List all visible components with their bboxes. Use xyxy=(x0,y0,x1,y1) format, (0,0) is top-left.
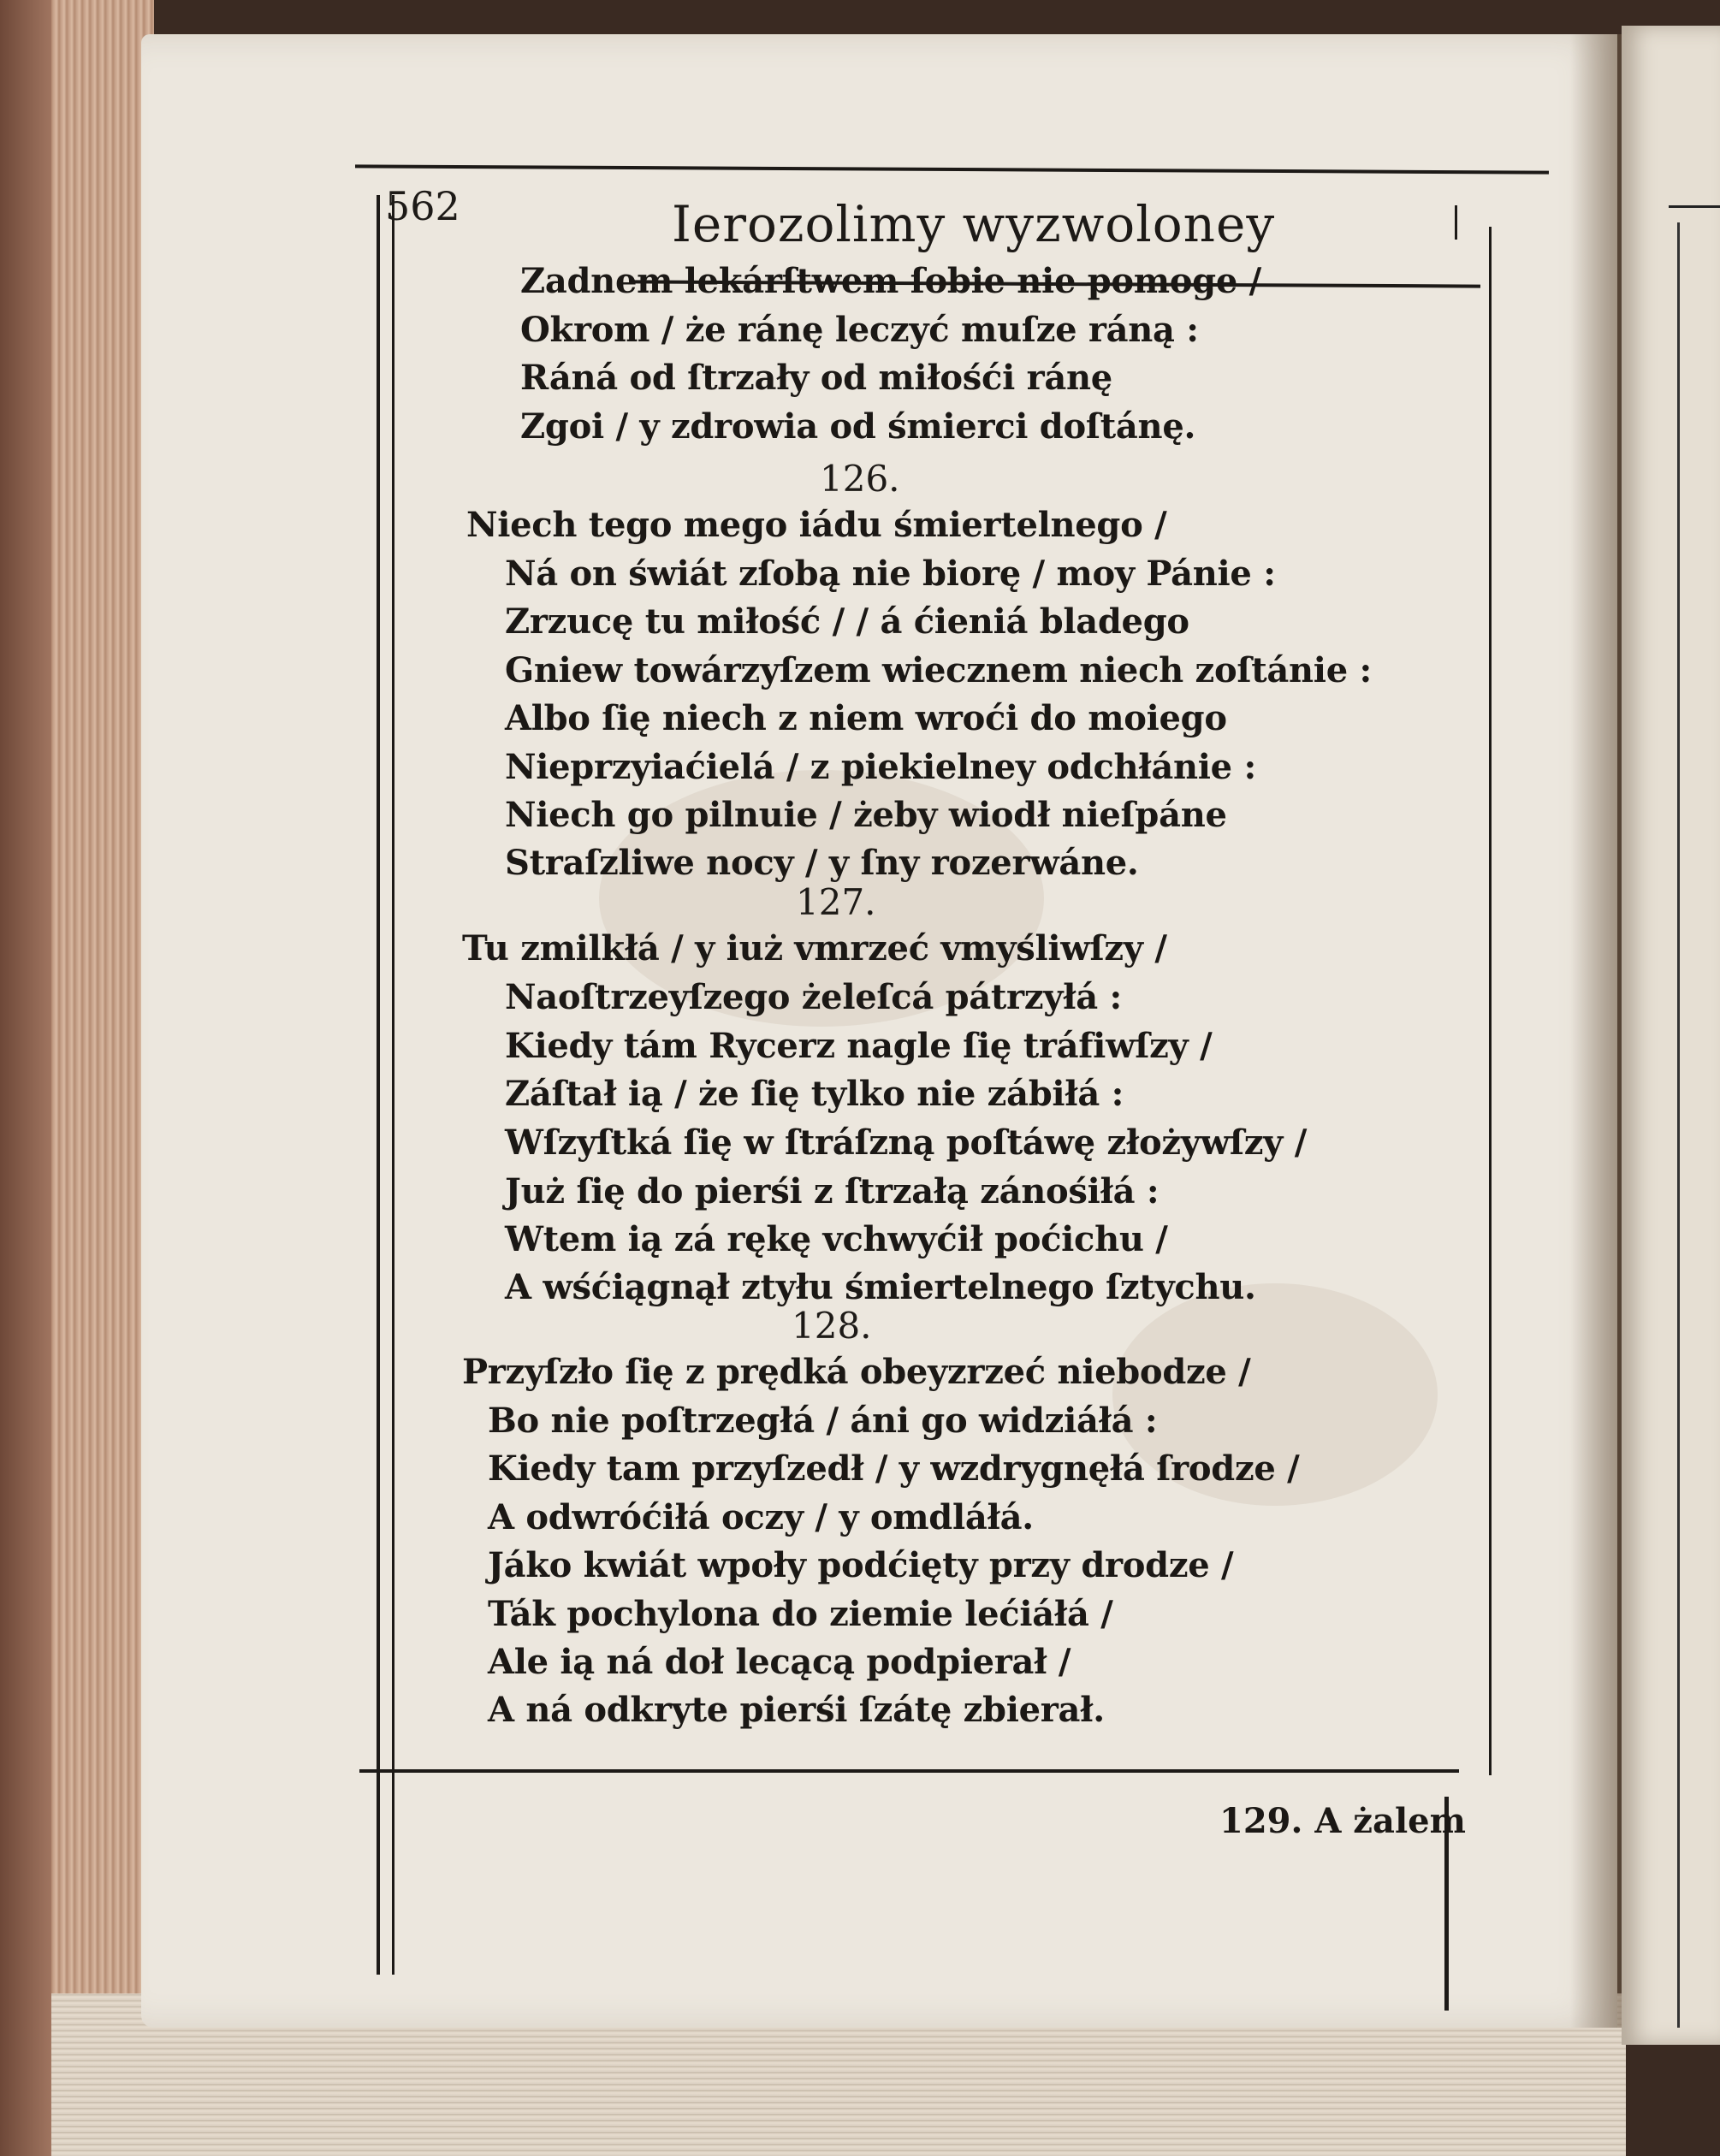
verse-line: Wſzyſtká ſię w ſtráſzną poſtáwę złożywſzy / xyxy=(505,1122,1308,1163)
verse-line: Jáko kwiát wpoły podćięty przy drodze / xyxy=(488,1545,1234,1585)
verse-line: Kiedy tám Rycerz nagle ſię tráfiwſzy / xyxy=(505,1026,1213,1066)
verse-line: A ná odkryte pierśi ſzátę zbierał. xyxy=(488,1690,1105,1730)
stanza-number: 128. xyxy=(792,1305,872,1347)
verse-line: Kiedy tam przyſzedł / y wzdrygnęłá ſrodze / xyxy=(488,1448,1300,1489)
verse-line: Zrzucę tu miłość / / á ćieniá bladego xyxy=(505,601,1189,642)
verse-line: Ráná od ſtrzały od miłośći ránę xyxy=(520,358,1112,398)
verse-line: Już ſię do pierśi z ſtrzałą zánośiłá : xyxy=(505,1171,1160,1211)
verse-line: Záſtał ią / że ſię tylko nie zábiłá : xyxy=(505,1074,1124,1114)
verse-line: Bo nie poſtrzegłá / áni go widziáłá : xyxy=(488,1401,1158,1441)
verse-line: Straſzliwe nocy / y ſny rozerwáne. xyxy=(505,843,1139,883)
stanza-number: 126. xyxy=(820,458,900,500)
facing-page-frame-line xyxy=(1677,222,1680,2028)
book-edge-shadow xyxy=(0,0,51,2156)
verse-line: A wśćiągnął ztyłu śmiertelnego ſztychu. xyxy=(505,1267,1256,1307)
facing-page xyxy=(1622,26,1720,2045)
verse-line: Nieprzyiaćielá / z piekielney odchłánie : xyxy=(505,747,1256,787)
catchword: 129. A żalem xyxy=(1219,1801,1466,1841)
verse-line: Naoſtrzeyſzego żeleſcá pátrzyłá : xyxy=(505,977,1122,1017)
stanza-number: 127. xyxy=(796,881,876,923)
running-title: Ierozolimy wyzwoloney xyxy=(672,195,1276,253)
frame-right-tick xyxy=(1455,205,1457,240)
verse-line: Ná on świát zſobą nie biorę / moy Pánie : xyxy=(505,554,1276,594)
verse-line: Zadnem lekárſtwem ſobie nie pomoge / xyxy=(520,261,1261,301)
verse-line: Okrom / że ránę leczyć muſze ráną : xyxy=(520,310,1199,350)
verse-line: Niech go pilnuie / żeby wiodł nieſpáne xyxy=(505,795,1227,835)
verse-line: Wtem ią zá rękę vchwyćił poćichu / xyxy=(505,1219,1168,1259)
verse-line: Ale ią ná doł lecącą podpierał / xyxy=(488,1642,1071,1682)
verse-line: Albo ſię niech z niem wroći do moiego xyxy=(505,698,1227,738)
facing-page-rule xyxy=(1669,205,1720,208)
verse-line: A odwróćiłá oczy / y omdláłá. xyxy=(488,1497,1034,1537)
verse-line: Przyſzło ſię z prędká obeyzrzeć niebodze / xyxy=(462,1352,1251,1392)
page-gutter xyxy=(1570,34,1622,2028)
verse-line: Zgoi / y zdrowia od śmierci doſtánę. xyxy=(520,406,1196,447)
verse-line: Niech tego mego iádu śmiertelnego / xyxy=(466,505,1167,545)
frame-right-inner xyxy=(1489,227,1492,1775)
frame-left-inner xyxy=(392,195,394,1975)
verse-line: Gniew towárzyſzem wiecznem niech zoſtánie : xyxy=(505,650,1372,690)
verse-line: Ták pochylona do ziemie lećiáłá / xyxy=(488,1594,1113,1634)
bottom-rule xyxy=(359,1769,1459,1773)
verse-line: Tu zmilkłá / y iuż vmrzeć vmyśliwſzy / xyxy=(462,928,1167,968)
page-number: 562 xyxy=(385,183,460,229)
frame-left-outer xyxy=(377,195,380,1975)
